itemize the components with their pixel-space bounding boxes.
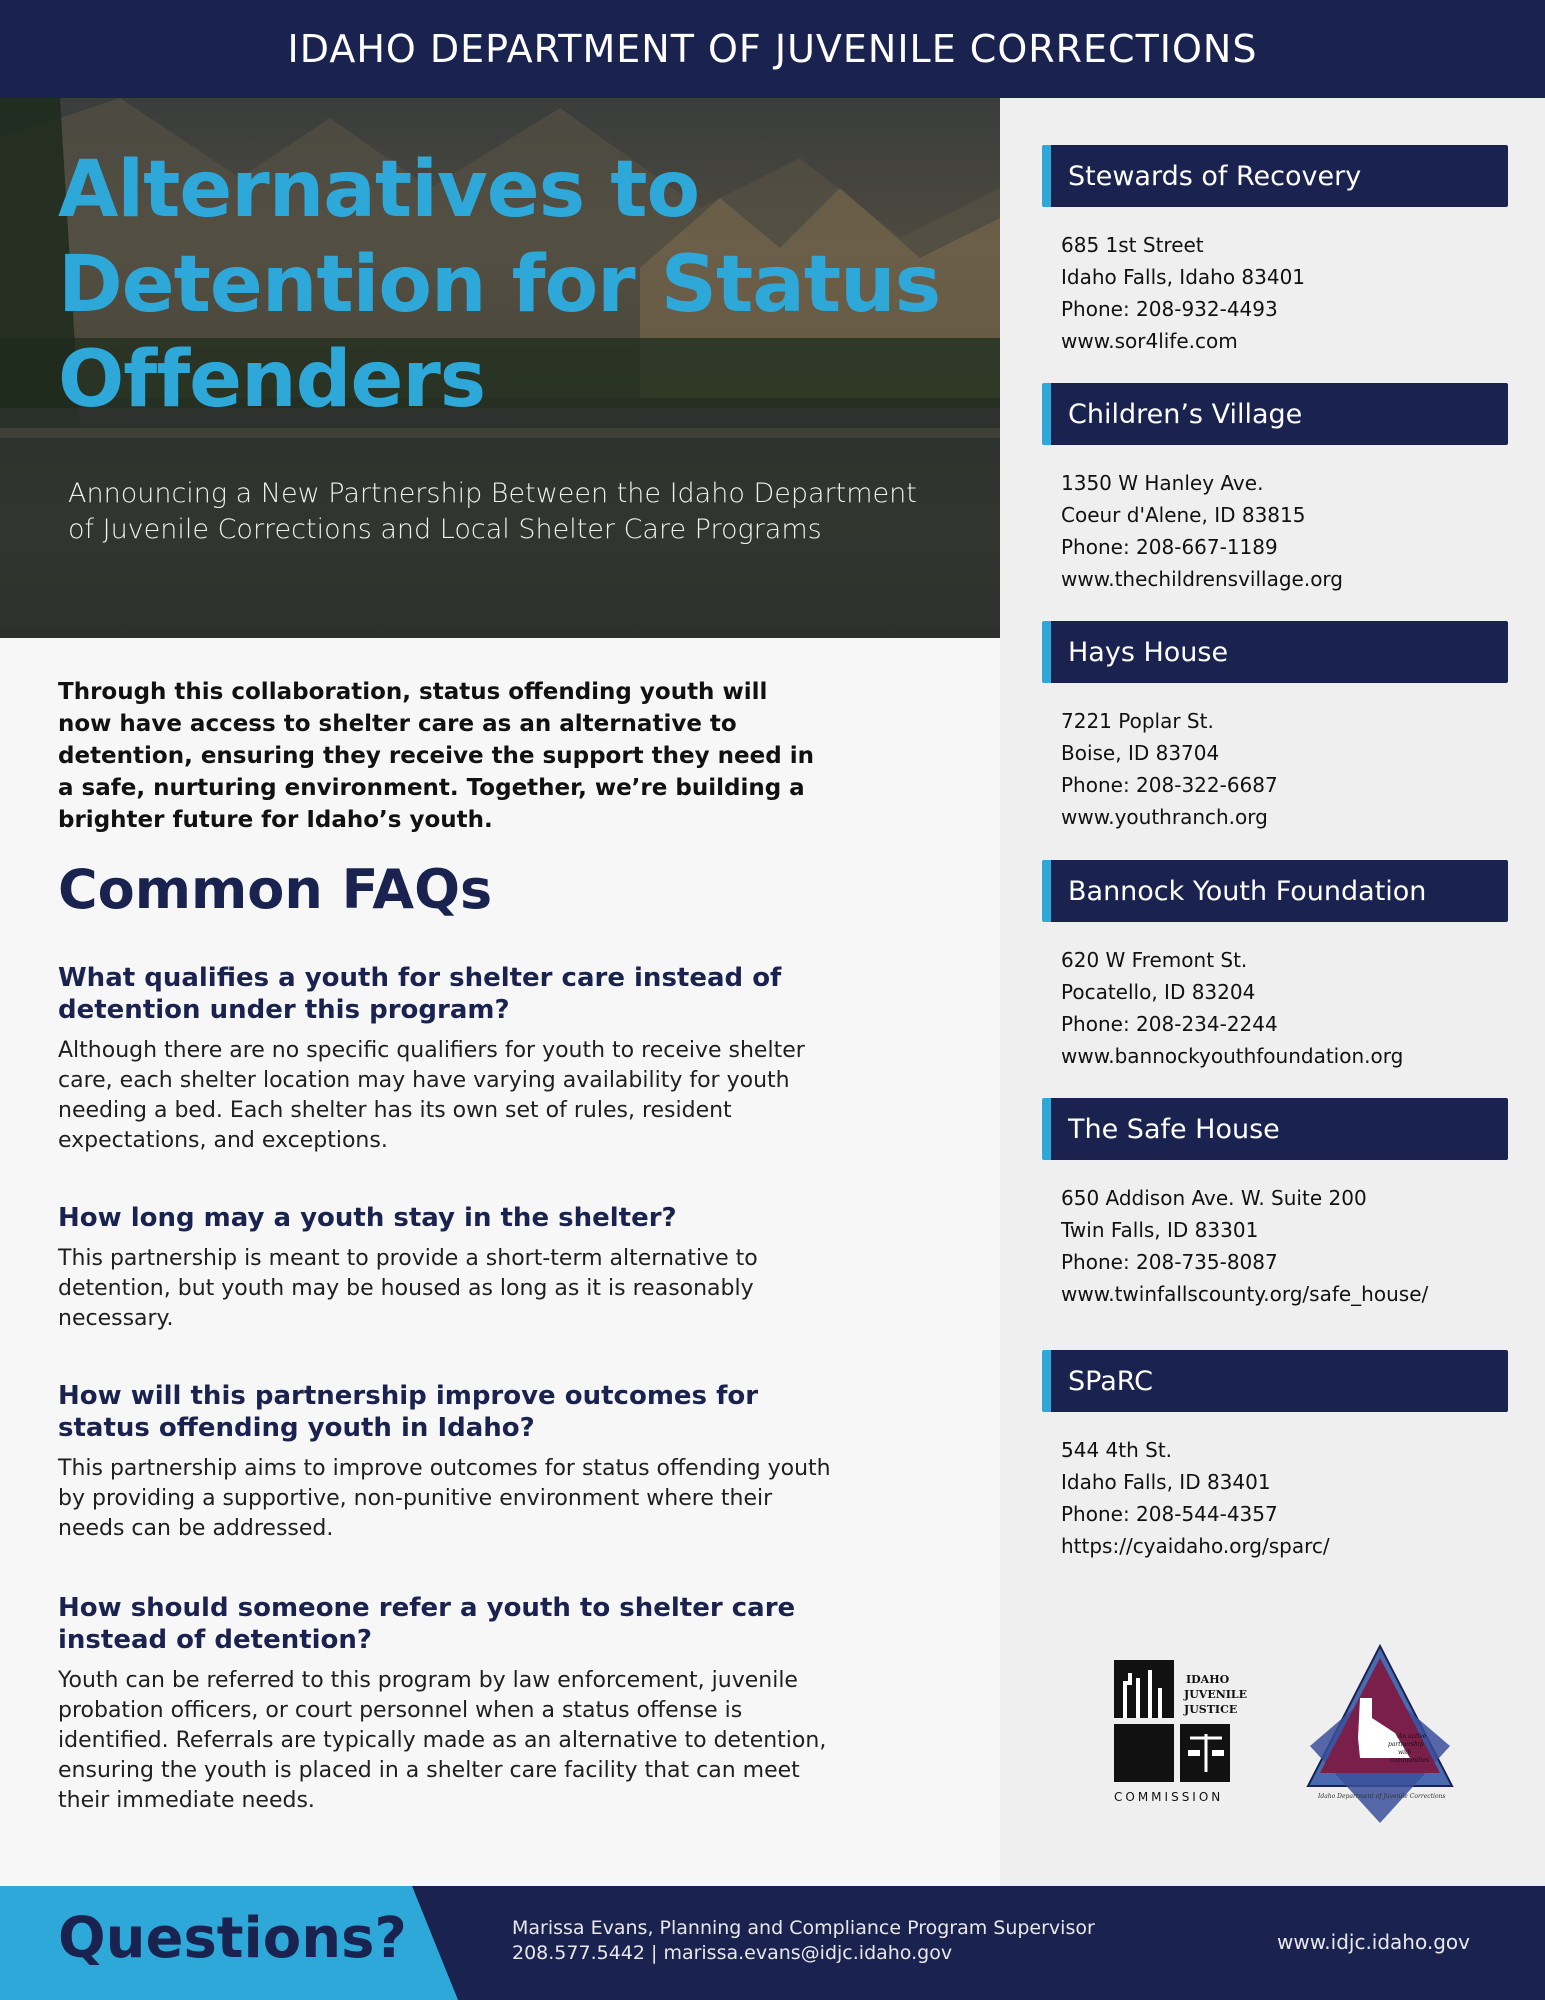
svg-text:with: with	[1398, 1749, 1412, 1756]
faq-question: How should someone refer a youth to shelter care instead of detention?	[58, 1593, 796, 1655]
org-city: Pocatello, ID 83204	[1061, 980, 1256, 1004]
org-phone: Phone: 208-735-8087	[1061, 1250, 1278, 1274]
top-banner	[0, 0, 1545, 98]
org-phone: Phone: 208-544-4357	[1061, 1502, 1278, 1526]
org-phone: Phone: 208-322-6687	[1061, 773, 1278, 797]
svg-text:communities: communities	[1390, 1757, 1429, 1764]
org-name: Stewards of Recovery	[1042, 145, 1508, 207]
faq-item	[58, 962, 838, 1156]
org-phone: Phone: 208-667-1189	[1061, 535, 1278, 559]
faq-question: What qualifies a youth for shelter care instead of detention under this program?	[58, 963, 782, 1025]
svg-text:JUSTICE: JUSTICE	[1184, 1703, 1238, 1716]
questions-heading: Questions?	[58, 1906, 407, 1971]
org-card	[1042, 1350, 1508, 1562]
org-phone: Phone: 208-932-4493	[1061, 297, 1278, 321]
agency-title: IDAHO DEPARTMENT OF JUVENILE CORRECTIONS	[287, 27, 1258, 71]
intro-paragraph: Through this collaboration, status offending youth will now have access to shelter care as an alternative to detention, ensuring they receive the support they need in a safe, nurturing environment. Together, we’re building a brighter future for Idaho’s youth.	[58, 679, 814, 833]
org-card	[1042, 860, 1508, 1072]
org-city: Idaho Falls, ID 83401	[1061, 1470, 1271, 1494]
org-website[interactable]: www.thechildrensvillage.org	[1061, 567, 1344, 591]
org-card	[1042, 383, 1508, 595]
org-city: Boise, ID 83704	[1061, 741, 1220, 765]
faq-answer: This partnership aims to improve outcomes for status offending youth by providing a supportive, non-punitive environment where their needs can be addressed.	[58, 1456, 831, 1541]
org-city: Twin Falls, ID 83301	[1061, 1218, 1259, 1242]
svg-text:COMMISSION: COMMISSION	[1114, 1790, 1224, 1804]
org-address: 685 1st Street	[1061, 233, 1204, 257]
faq-question: How long may a youth stay in the shelter?	[58, 1203, 677, 1233]
org-address: 650 Addison Ave. W. Suite 200	[1061, 1186, 1367, 1210]
org-name: The Safe House	[1042, 1098, 1508, 1160]
faq-answer: Although there are no specific qualifiers for youth to receive shelter care, each shelter location may have varying availability for youth needing a bed. Each shelter has its own set of rules, resident expectations, and exceptions.	[58, 1038, 805, 1153]
org-name: Children’s Village	[1042, 383, 1508, 445]
footer-website-link[interactable]: www.idjc.idaho.gov	[1277, 1930, 1470, 1954]
idjc-logo	[1300, 1638, 1460, 1838]
faq-item	[58, 1380, 838, 1544]
faq-item	[58, 1202, 838, 1334]
contact-block	[512, 1916, 1095, 1966]
org-website[interactable]: www.sor4life.com	[1061, 329, 1238, 353]
org-address: 1350 W Hanley Ave.	[1061, 471, 1264, 495]
org-card	[1042, 145, 1508, 357]
org-phone: Phone: 208-234-2244	[1061, 1012, 1278, 1036]
org-address: 7221 Poplar St.	[1061, 709, 1214, 733]
faq-answer: This partnership is meant to provide a short-term alternative to detention, but youth may be housed as long as it is reasonably necessary.	[58, 1246, 758, 1331]
org-address: 544 4th St.	[1061, 1438, 1173, 1462]
org-card	[1042, 621, 1508, 833]
partner-logos	[1100, 1638, 1500, 1838]
shelter-sidebar	[1000, 98, 1545, 1886]
org-name: Hays House	[1042, 621, 1508, 683]
org-website[interactable]: https://cyaidaho.org/sparc/	[1061, 1534, 1330, 1558]
svg-text:Idaho Department of Juvenile C: Idaho Department of Juvenile Corrections	[1318, 1793, 1446, 1800]
org-name: SPaRC	[1042, 1350, 1508, 1412]
svg-text:An active: An active	[1398, 1733, 1427, 1740]
faq-answer: Youth can be referred to this program by law enforcement, juvenile probation officers, or court personnel when a status offense is identified. Referrals are typically made as an alternative to detention, ensuring the youth is placed in a shelter care facility that can meet their immediate needs.	[58, 1668, 827, 1813]
svg-text:IDAHO: IDAHO	[1186, 1673, 1230, 1686]
hero-section	[0, 98, 1000, 638]
hero-subtitle: Announcing a New Partnership Between the Idaho Department of Juvenile Corrections and Local Shelter Care Programs	[68, 478, 917, 545]
org-card	[1042, 1098, 1508, 1310]
svg-text:partnership: partnership	[1388, 1741, 1424, 1748]
org-website[interactable]: www.youthranch.org	[1061, 805, 1268, 829]
org-city: Coeur d'Alene, ID 83815	[1061, 503, 1306, 527]
contact-info[interactable]: 208.577.5442 | marissa.evans@idjc.idaho.gov	[512, 1942, 953, 1964]
faq-question: How will this partnership improve outcomes for status offending youth in Idaho?	[58, 1381, 759, 1443]
org-address: 620 W Fremont St.	[1061, 948, 1248, 972]
hero-title: Alternatives to Detention for Status Offenders	[58, 145, 941, 425]
org-website[interactable]: www.bannockyouthfoundation.org	[1061, 1044, 1404, 1068]
footer-bar	[0, 1886, 1545, 2000]
org-website[interactable]: www.twinfallscounty.org/safe_house/	[1061, 1282, 1429, 1306]
org-city: Idaho Falls, Idaho 83401	[1061, 265, 1306, 289]
org-name: Bannock Youth Foundation	[1042, 860, 1508, 922]
svg-text:JUVENILE: JUVENILE	[1184, 1688, 1248, 1701]
contact-name: Marissa Evans, Planning and Compliance Program Supervisor	[512, 1917, 1095, 1939]
faq-item	[58, 1592, 838, 1816]
faq-heading: Common FAQs	[58, 858, 493, 921]
